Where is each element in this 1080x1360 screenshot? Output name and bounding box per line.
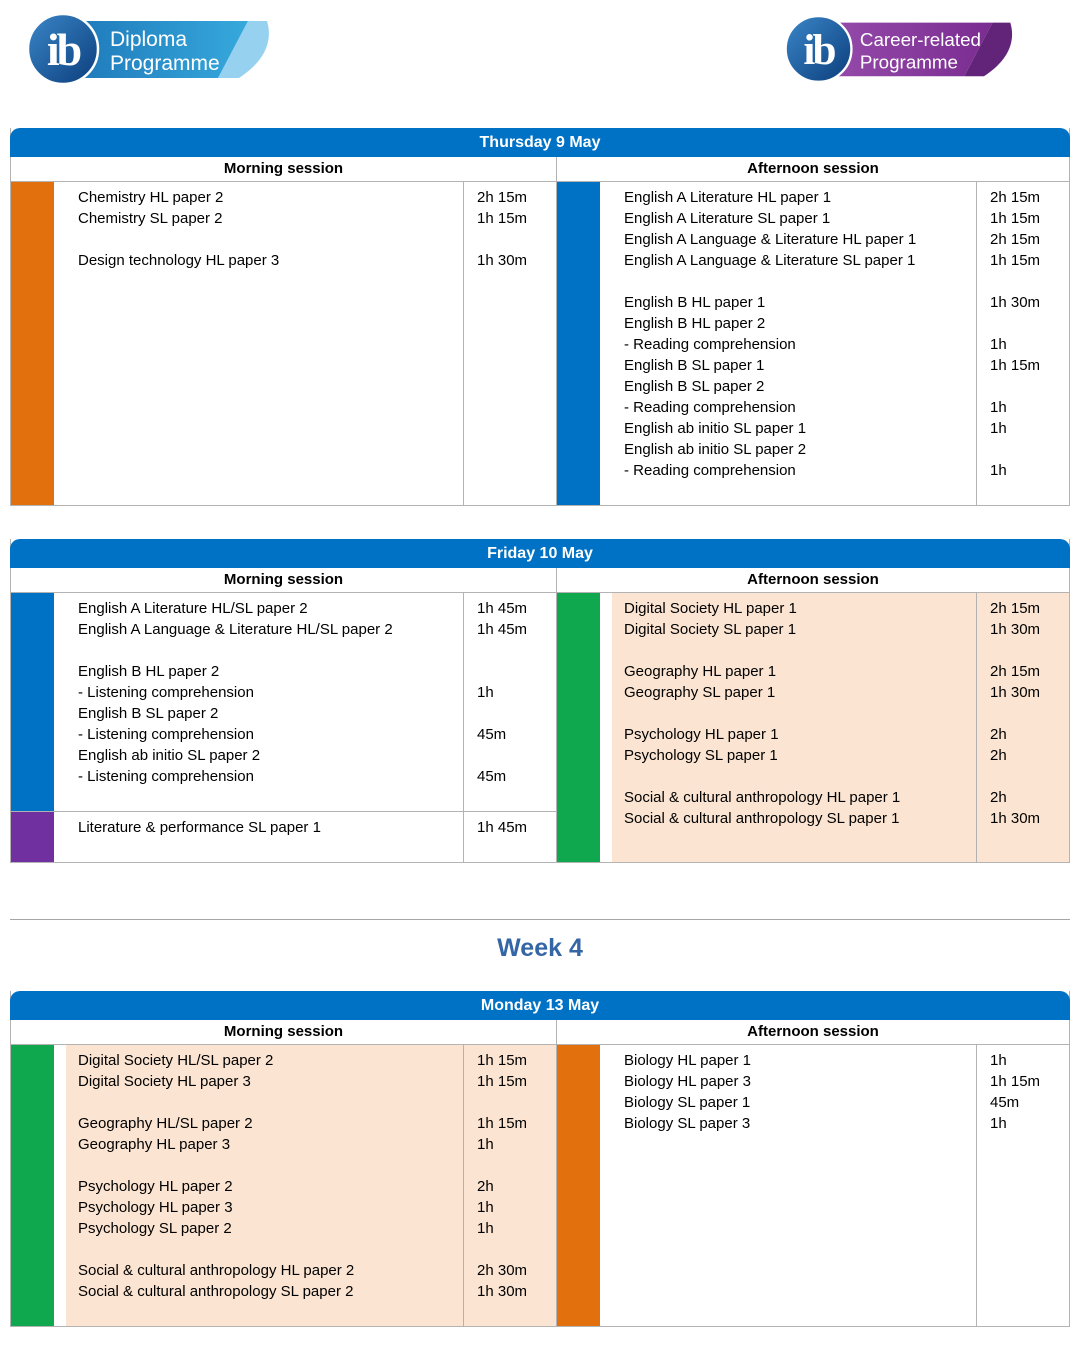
paper-name: English B SL paper 2 <box>78 705 219 722</box>
afternoon-session-column <box>557 593 1069 862</box>
exam-block <box>11 593 556 811</box>
paper-name: Social & cultural anthropology HL paper 2 <box>78 1262 355 1279</box>
paper-names-column <box>612 1045 976 1326</box>
paper-name: Biology SL paper 1 <box>624 1094 751 1111</box>
paper-name: Geography HL paper 1 <box>624 663 777 680</box>
exam-block <box>11 811 556 862</box>
sessions-row <box>11 1045 1069 1326</box>
paper-duration: 1h <box>990 336 1007 353</box>
paper-duration: 1h <box>477 1220 494 1237</box>
paper-name <box>66 1092 463 1113</box>
logo-programme-name-line2: Programme <box>110 52 220 75</box>
morning-session-column <box>11 182 557 505</box>
paper-name: - Reading comprehension <box>624 336 796 353</box>
paper-duration <box>464 787 556 808</box>
paper-name <box>612 481 976 502</box>
paper-duration: 45m <box>477 726 507 743</box>
durations-column <box>976 1045 1069 1326</box>
paper-names-column <box>66 182 463 505</box>
paper-duration <box>464 640 556 661</box>
paper-name <box>66 1155 463 1176</box>
exam-block <box>557 1045 1069 1326</box>
paper-name: - Reading comprehension <box>624 399 796 416</box>
paper-name <box>612 829 976 850</box>
exam-day-table-monday <box>10 991 1070 1327</box>
paper-name: English A Literature SL paper 1 <box>624 210 831 227</box>
afternoon-session-column <box>557 1045 1069 1326</box>
exam-rows <box>66 812 556 862</box>
paper-duration: 1h <box>477 684 494 701</box>
paper-duration <box>977 829 1069 850</box>
paper-name: Biology HL paper 3 <box>624 1073 752 1090</box>
paper-names-column <box>66 1045 463 1326</box>
paper-duration: 45m <box>990 1094 1020 1111</box>
paper-name <box>612 766 976 787</box>
paper-name: English A Language & Literature HL paper 1 <box>624 231 917 248</box>
paper-name: English ab initio SL paper 2 <box>624 441 807 458</box>
paper-duration: 2h 15m <box>990 663 1041 680</box>
paper-name: Digital Society HL paper 3 <box>78 1073 251 1090</box>
paper-name: Social & cultural anthropology HL paper 1 <box>624 789 901 806</box>
paper-duration: 1h 15m <box>477 210 528 227</box>
paper-name: Digital Society HL/SL paper 2 <box>78 1052 274 1069</box>
paper-name: Psychology SL paper 2 <box>78 1220 232 1237</box>
exam-day-table-thursday <box>10 128 1070 506</box>
paper-duration <box>977 766 1069 787</box>
paper-name <box>66 838 463 859</box>
paper-name: English B HL paper 1 <box>624 294 766 311</box>
page <box>10 0 1070 1327</box>
morning-session-column <box>11 593 557 862</box>
bar-gutter <box>54 812 66 862</box>
paper-duration: 2h 15m <box>990 600 1041 617</box>
durations-column <box>463 593 556 811</box>
paper-duration <box>977 481 1069 502</box>
paper-duration: 1h 15m <box>477 1115 528 1132</box>
paper-name: Biology HL paper 1 <box>624 1052 752 1069</box>
logo-programme-name-line2: Programme <box>859 51 959 73</box>
sessions-row <box>11 593 1069 862</box>
paper-name: Chemistry SL paper 2 <box>78 210 223 227</box>
paper-name: Digital Society SL paper 1 <box>624 621 797 638</box>
week-divider <box>10 919 1070 963</box>
paper-duration: 2h <box>477 1178 494 1195</box>
exam-rows <box>66 182 556 505</box>
morning-session-header: Morning session <box>11 568 557 592</box>
durations-column <box>976 593 1069 862</box>
exam-rows <box>612 593 1069 862</box>
subject-group-color-bar <box>557 182 600 505</box>
paper-duration: 1h 45m <box>477 621 528 638</box>
paper-duration <box>977 439 1069 460</box>
paper-duration: 45m <box>477 768 507 785</box>
paper-names-column <box>66 593 463 811</box>
paper-name: Geography SL paper 1 <box>624 684 776 701</box>
paper-name: Psychology HL paper 2 <box>78 1178 233 1195</box>
durations-column <box>976 182 1069 505</box>
paper-name: English A Literature HL/SL paper 2 <box>78 600 308 617</box>
paper-name <box>612 271 976 292</box>
session-headers-row <box>11 1020 1069 1045</box>
paper-duration <box>464 1302 556 1323</box>
paper-duration: 1h 15m <box>990 1073 1041 1090</box>
session-headers-row <box>11 568 1069 593</box>
paper-name: - Reading comprehension <box>624 462 796 479</box>
paper-name: Geography HL paper 3 <box>78 1136 231 1153</box>
paper-name: English A Language & Literature SL paper 1 <box>624 252 916 269</box>
paper-duration: 2h <box>990 726 1007 743</box>
logo-programme-name-line1: Diploma <box>110 28 188 51</box>
paper-duration <box>464 1092 556 1113</box>
paper-duration: 1h 30m <box>990 621 1041 638</box>
paper-name <box>66 229 463 250</box>
durations-column <box>463 812 556 862</box>
morning-session-header: Morning session <box>11 157 557 181</box>
paper-name: Digital Society HL paper 1 <box>624 600 797 617</box>
paper-name: Literature & performance SL paper 1 <box>78 819 321 836</box>
ib-career-related-programme-logo <box>780 8 1015 88</box>
paper-duration <box>977 640 1069 661</box>
sessions-row <box>11 182 1069 505</box>
day-header: Friday 10 May <box>10 539 1070 568</box>
paper-name: English B HL paper 2 <box>78 663 220 680</box>
exam-block <box>11 1045 556 1326</box>
paper-name: English B SL paper 2 <box>624 378 765 395</box>
paper-duration <box>977 703 1069 724</box>
paper-name: Biology SL paper 3 <box>624 1115 751 1132</box>
paper-duration <box>977 313 1069 334</box>
paper-name <box>612 703 976 724</box>
paper-name: Geography HL/SL paper 2 <box>78 1115 253 1132</box>
logos-row <box>10 8 1070 88</box>
paper-duration: 1h 45m <box>477 600 528 617</box>
exam-rows <box>66 593 556 811</box>
exam-rows <box>612 182 1069 505</box>
paper-duration <box>977 271 1069 292</box>
afternoon-session-column <box>557 182 1069 505</box>
paper-name <box>66 1302 463 1323</box>
paper-duration: 2h <box>990 747 1007 764</box>
paper-names-column <box>612 182 976 505</box>
paper-duration: 2h 15m <box>990 231 1041 248</box>
day-header: Monday 13 May <box>10 991 1070 1020</box>
paper-duration <box>464 703 556 724</box>
paper-name: English B HL paper 2 <box>624 315 766 332</box>
paper-duration: 2h <box>990 789 1007 806</box>
exam-rows <box>612 1045 1069 1326</box>
paper-names-column <box>612 593 976 862</box>
ib-diploma-programme-logo <box>22 8 272 88</box>
subject-group-color-bar <box>11 812 54 862</box>
day-header: Thursday 9 May <box>10 128 1070 157</box>
bar-gutter <box>600 182 612 505</box>
paper-name: Social & cultural anthropology SL paper 1 <box>624 810 900 827</box>
paper-name: English ab initio SL paper 1 <box>624 420 807 437</box>
paper-name: Design technology HL paper 3 <box>78 252 280 269</box>
bar-gutter <box>600 593 612 862</box>
exam-day-table-friday <box>10 539 1070 863</box>
logo-programme-name-line1: Career-related <box>859 29 981 51</box>
paper-name: - Listening comprehension <box>78 726 254 743</box>
afternoon-session-header: Afternoon session <box>747 160 879 177</box>
subject-group-color-bar <box>11 182 54 505</box>
paper-duration: 1h 30m <box>477 1283 528 1300</box>
paper-duration: 1h 15m <box>990 357 1041 374</box>
paper-name: English ab initio SL paper 2 <box>78 747 261 764</box>
exam-block <box>557 182 1069 505</box>
paper-duration: 1h 30m <box>990 294 1041 311</box>
paper-duration: 1h 45m <box>477 819 528 836</box>
paper-duration: 1h 30m <box>990 684 1041 701</box>
paper-duration <box>464 745 556 766</box>
subject-group-color-bar <box>557 593 600 862</box>
exam-rows <box>66 1045 556 1326</box>
paper-duration: 1h 15m <box>477 1073 528 1090</box>
paper-duration <box>977 376 1069 397</box>
subject-group-color-bar <box>11 1045 54 1326</box>
paper-name: Psychology SL paper 1 <box>624 747 778 764</box>
paper-name: Psychology HL paper 1 <box>624 726 779 743</box>
ib-monogram: ib <box>46 24 80 75</box>
paper-name <box>66 640 463 661</box>
paper-duration: 1h <box>990 420 1007 437</box>
paper-duration: 1h <box>990 399 1007 416</box>
paper-duration: 1h <box>990 1115 1007 1132</box>
paper-duration: 2h 15m <box>990 189 1041 206</box>
session-headers-row <box>11 157 1069 182</box>
paper-duration: 1h <box>477 1136 494 1153</box>
exam-block <box>557 593 1069 862</box>
paper-duration: 1h 15m <box>990 252 1041 269</box>
paper-duration: 1h <box>477 1199 494 1216</box>
subject-group-color-bar <box>557 1045 600 1326</box>
morning-session-header: Morning session <box>11 1020 557 1044</box>
subject-group-color-bar <box>11 593 54 811</box>
morning-session-column <box>11 1045 557 1326</box>
bar-gutter <box>54 182 66 505</box>
paper-duration: 1h 15m <box>477 1052 528 1069</box>
paper-duration <box>464 1239 556 1260</box>
exam-block <box>11 182 556 505</box>
paper-name: English A Literature HL paper 1 <box>624 189 832 206</box>
paper-name: - Listening comprehension <box>78 768 254 785</box>
paper-duration <box>464 838 556 859</box>
bar-gutter <box>600 1045 612 1326</box>
paper-name: - Listening comprehension <box>78 684 254 701</box>
paper-name <box>66 787 463 808</box>
paper-name: Psychology HL paper 3 <box>78 1199 233 1216</box>
afternoon-session-header: Afternoon session <box>747 571 879 588</box>
paper-name: Social & cultural anthropology SL paper 2 <box>78 1283 354 1300</box>
paper-duration: 1h 30m <box>990 810 1041 827</box>
paper-name <box>66 1239 463 1260</box>
paper-duration: 1h <box>990 462 1007 479</box>
paper-name: English A Language & Literature HL/SL paper 2 <box>78 621 393 638</box>
paper-duration <box>464 661 556 682</box>
durations-column <box>463 182 556 505</box>
paper-name: English B SL paper 1 <box>624 357 765 374</box>
afternoon-session-header: Afternoon session <box>747 1023 879 1040</box>
paper-duration: 1h 30m <box>477 252 528 269</box>
paper-name <box>612 640 976 661</box>
bar-gutter <box>54 1045 66 1326</box>
bar-gutter <box>54 593 66 811</box>
durations-column <box>463 1045 556 1326</box>
paper-duration <box>464 229 556 250</box>
paper-duration: 2h 30m <box>477 1262 528 1279</box>
paper-duration: 1h <box>990 1052 1007 1069</box>
ib-monogram: ib <box>803 25 834 74</box>
paper-duration: 2h 15m <box>477 189 528 206</box>
paper-names-column <box>66 812 463 862</box>
paper-duration <box>464 1155 556 1176</box>
paper-duration: 1h 15m <box>990 210 1041 227</box>
paper-name: Chemistry HL paper 2 <box>78 189 224 206</box>
week-heading: Week 4 <box>497 934 583 962</box>
